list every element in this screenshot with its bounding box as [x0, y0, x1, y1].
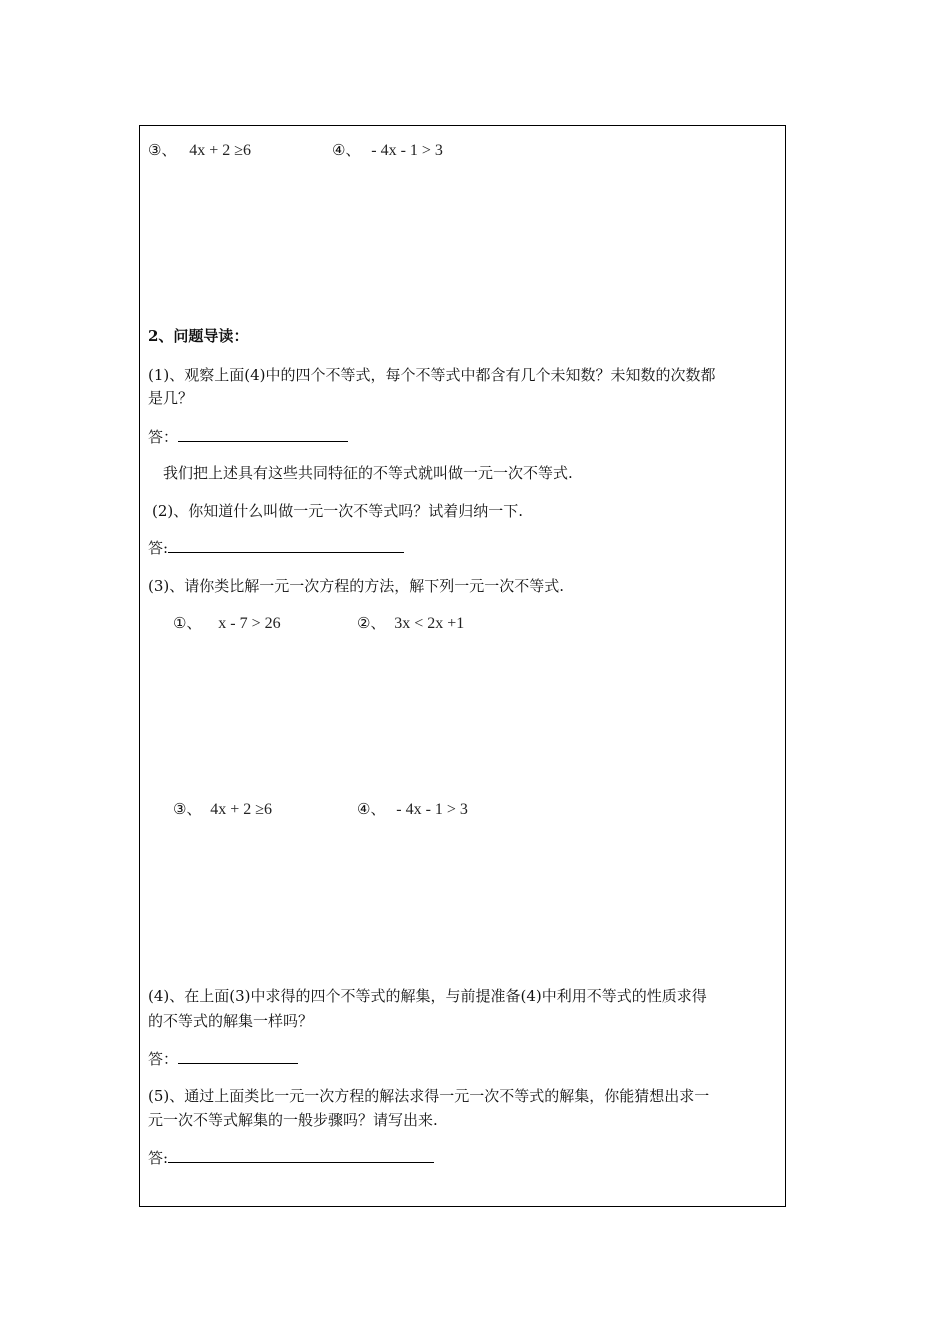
- q3-item-1-expr: x - 7 > 26: [218, 615, 281, 632]
- q5-answer: [148, 1148, 434, 1168]
- q3-item-2-expr: 3x < 2x +1: [394, 615, 465, 632]
- q1-answer: [148, 427, 348, 447]
- top-item-4: [332, 140, 443, 161]
- q3-item-1: [173, 613, 281, 634]
- q3-item-4-expr: - 4x - 1 > 3: [396, 801, 468, 818]
- q4-line2: 的不等式的解集一样吗？: [148, 1012, 314, 1030]
- q3-item-4-num: ④、: [357, 800, 386, 818]
- q3-item-2: [357, 613, 464, 634]
- definition-statement: 我们把上述具有这些共同特征的不等式就叫做一元一次不等式.: [163, 464, 573, 482]
- top-item-4-expr: - 4x - 1 > 3: [371, 142, 443, 159]
- q5-line2: 元一次不等式解集的一般步骤吗？请写出来.: [148, 1111, 438, 1129]
- q4-answer-blank[interactable]: [178, 1049, 298, 1064]
- top-item-4-num: ④、: [332, 141, 361, 159]
- q3-item-3-expr: 4x + 2 ≥6: [210, 801, 273, 818]
- q2-answer-label: 答:: [148, 539, 169, 557]
- q5-line1: (5)、通过上面类比一元一次方程的解法求得一元一次不等式的解集，你能猜想出求一: [148, 1087, 710, 1105]
- q5-answer-blank[interactable]: [168, 1148, 434, 1163]
- q4-answer: [148, 1049, 298, 1069]
- q1-line1: (1)、观察上面(4)中的四个不等式，每个不等式中都含有几个未知数？未知数的次数都: [148, 366, 716, 384]
- q1-line2: 是几？: [148, 389, 194, 407]
- q1-answer-blank[interactable]: [178, 427, 348, 442]
- q2-text: (2)、你知道什么叫做一元一次不等式吗？试着归纳一下.: [152, 502, 524, 520]
- top-item-3-expr: 4x + 2 ≥6: [189, 142, 252, 159]
- q3-item-3-num: ③、: [173, 800, 202, 818]
- q1-answer-label: 答：: [148, 428, 179, 446]
- q4-answer-label: 答：: [148, 1050, 179, 1068]
- q2-answer: [148, 538, 404, 558]
- top-item-3-num: ③、: [148, 141, 177, 159]
- worksheet-frame: [139, 125, 786, 1207]
- q3-text: (3)、请你类比解一元一次方程的方法，解下列一元一次不等式.: [148, 577, 565, 595]
- top-item-3: [148, 140, 251, 161]
- q3-item-3: [173, 799, 272, 820]
- q5-answer-label: 答:: [148, 1149, 169, 1167]
- q2-answer-blank[interactable]: [168, 538, 404, 553]
- q3-item-2-num: ②、: [357, 614, 386, 632]
- q3-item-4: [357, 799, 468, 820]
- q4-line1: (4)、在上面(3)中求得的四个不等式的解集，与前提准备(4)中利用不等式的性质求得: [148, 987, 707, 1005]
- section-heading: 2、问题导读：: [148, 327, 249, 345]
- q3-item-1-num: ①、: [173, 614, 202, 632]
